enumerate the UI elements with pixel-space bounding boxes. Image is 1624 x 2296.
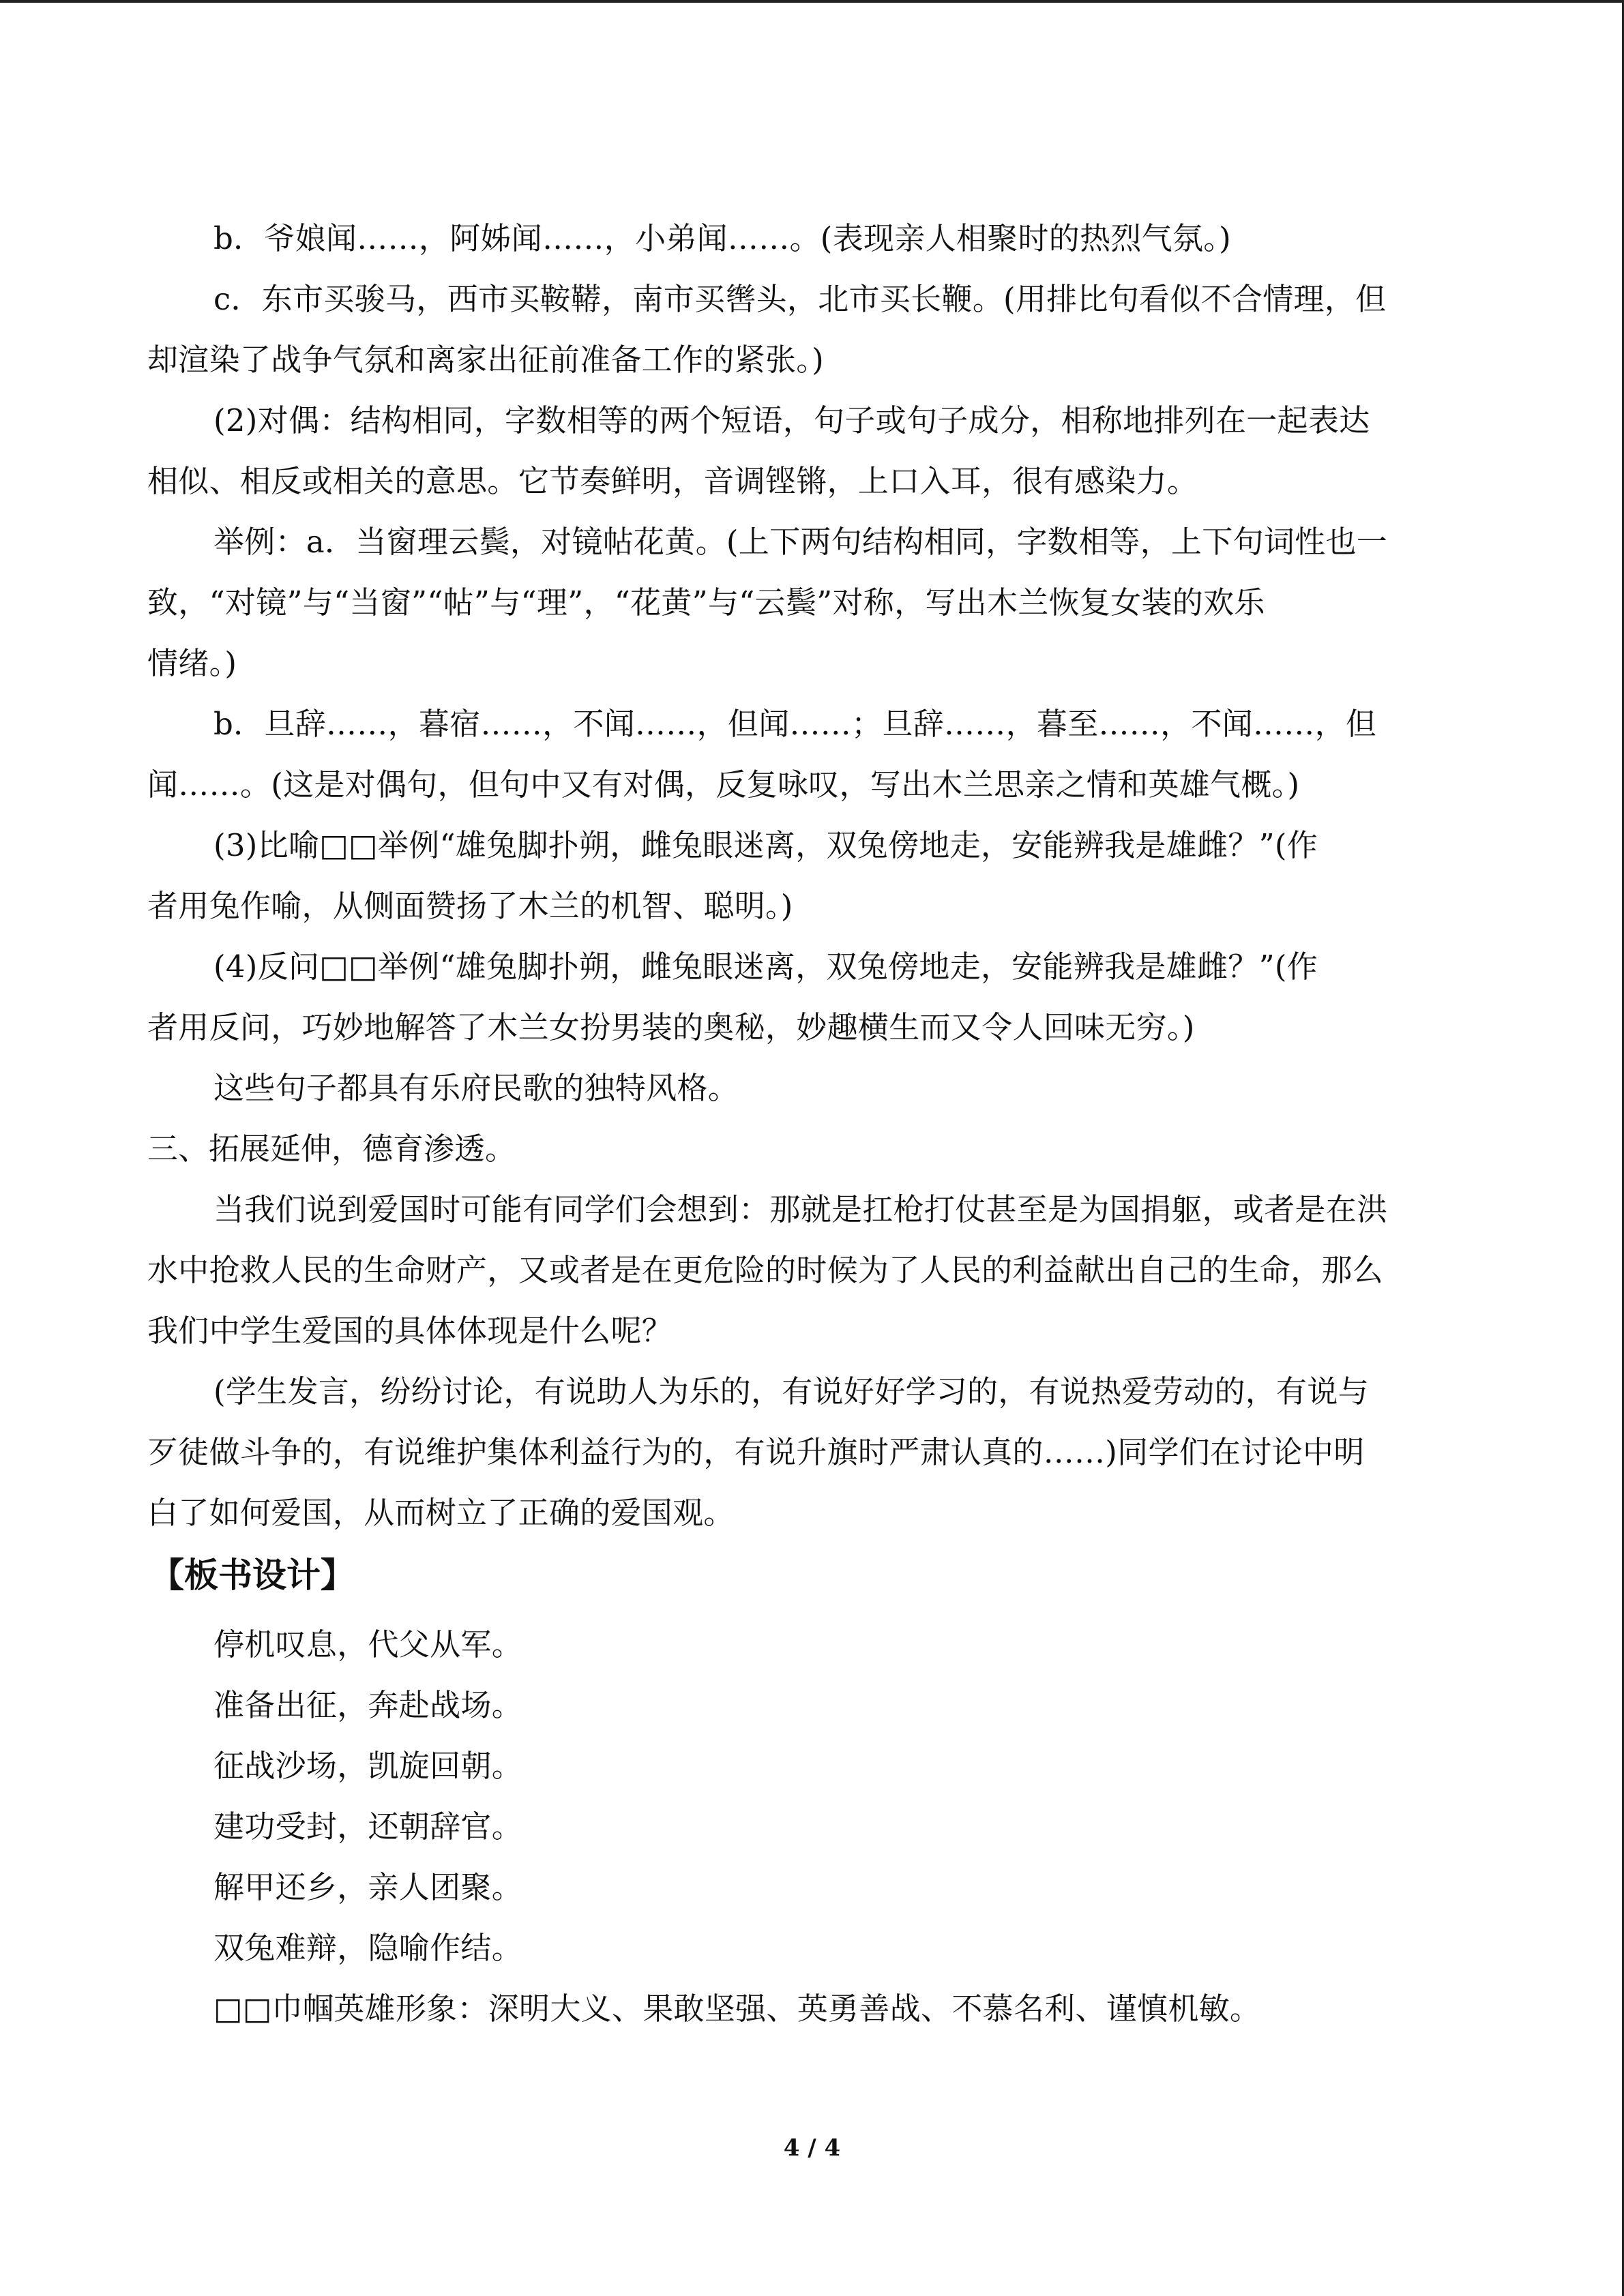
paragraph-line: (学生发言，纷纷讨论，有说助人为乐的，有说好好学习的，有说热爱劳动的，有说与 bbox=[213, 1373, 1369, 1410]
board-line: 解甲还乡，亲人团聚。 bbox=[213, 1869, 523, 1905]
paragraph-line: (4)反问□□举例“雄兔脚扑朔，雌兔眼迷离，双兔傍地走，安能辨我是雄雌？”(作 bbox=[213, 949, 1318, 985]
paragraph-line: 白了如何爱国，从而树立了正确的爱国观。 bbox=[147, 1495, 735, 1531]
board-design-heading: 【板书设计】 bbox=[150, 1555, 355, 1595]
paragraph-line: 闻……。(这是对偶句，但句中又有对偶，反复咏叹，写出木兰思亲之情和英雄气概。) bbox=[147, 766, 1300, 803]
paragraph-line: 举例：a．当窗理云鬓，对镜帖花黄。(上下两句结构相同，字数相等，上下句词性也一 bbox=[213, 524, 1388, 560]
paragraph-line: 水中抢救人民的生命财产，又或者是在更危险的时候为了人民的利益献出自己的生命，那么 bbox=[147, 1252, 1384, 1288]
paragraph-line: c．东市买骏马，西市买鞍鞯，南市买辔头，北市买长鞭。(用排比句看似不合情理，但 bbox=[213, 281, 1387, 317]
paragraph-line: 我们中学生爱国的具体体现是什么呢？ bbox=[147, 1313, 673, 1349]
paragraph-line: (2)对偶：结构相同，字数相等的两个短语，句子或句子成分，相称地排列在一起表达 bbox=[213, 402, 1370, 438]
document-page bbox=[147, 208, 1477, 2039]
board-design-list bbox=[147, 1614, 1477, 2039]
paragraph-line: 者用兔作喻，从侧面赞扬了木兰的机智、聪明。) bbox=[147, 888, 793, 924]
paragraph-line: (3)比喻□□举例“雄兔脚扑朔，雌兔眼迷离，双兔傍地走，安能辨我是雄雌？”(作 bbox=[213, 827, 1318, 863]
paragraph-line: 这些句子都具有乐府民歌的独特风格。 bbox=[213, 1070, 739, 1106]
board-line: 征战沙场，凯旋回朝。 bbox=[213, 1748, 523, 1784]
board-line: 双兔难辩，隐喻作结。 bbox=[213, 1930, 523, 1966]
paragraph-line: 相似、相反或相关的意思。它节奏鲜明，音调铿锵，上口入耳，很有感染力。 bbox=[147, 463, 1198, 499]
board-line: 停机叹息，代父从军。 bbox=[213, 1626, 523, 1663]
board-line: 建功受封，还朝辞官。 bbox=[213, 1808, 523, 1845]
page-number: 4 / 4 bbox=[783, 2134, 841, 2162]
board-line: 准备出征，奔赴战场。 bbox=[213, 1687, 523, 1723]
top-border-line bbox=[0, 0, 1624, 3]
paragraph-line: 歹徒做斗争的，有说维护集体利益行为的，有说升旗时严肃认真的……)同学们在讨论中明 bbox=[147, 1434, 1365, 1470]
paragraph-line: 情绪。) bbox=[147, 645, 237, 681]
paragraph-line: 却渲染了战争气氛和离家出征前准备工作的紧张。) bbox=[147, 342, 824, 378]
paragraph-line: b．爷娘闻……，阿姊闻……，小弟闻……。(表现亲人相聚时的热烈气氛。) bbox=[213, 220, 1231, 256]
paragraph-line: 当我们说到爱国时可能有同学们会想到：那就是扛枪打仗甚至是为国捐躯，或者是在洪 bbox=[213, 1191, 1388, 1227]
paragraph-line: 致，“对镜”与“当窗”“帖”与“理”，“花黄”与“云鬓”对称，写出木兰恢复女装的欢乐 bbox=[147, 584, 1265, 621]
board-line: □□巾帼英雄形象：深明大义、果敢坚强、英勇善战、不慕名利、谨慎机敏。 bbox=[213, 1991, 1261, 2027]
paragraph-line: b．旦辞……，暮宿……，不闻……，但闻……；旦辞……，暮至……，不闻……，但 bbox=[213, 706, 1377, 742]
section-three-title: 三、拓展延伸，德育渗透。 bbox=[147, 1131, 516, 1167]
paragraph-line: 者用反问，巧妙地解答了木兰女扮男装的奥秘，妙趣横生而又令人回味无穷。) bbox=[147, 1009, 1195, 1045]
